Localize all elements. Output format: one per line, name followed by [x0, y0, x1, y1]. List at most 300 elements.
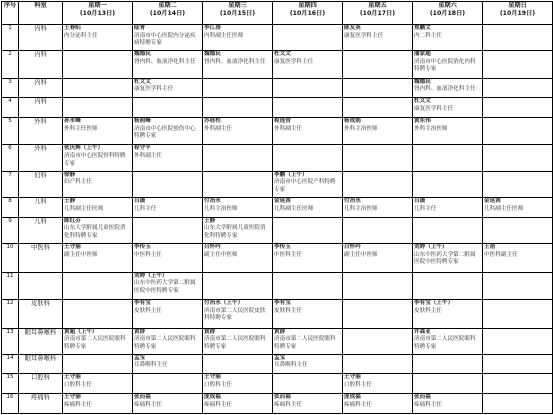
header-seq: 序号 [2, 2, 19, 25]
doctor-title: 口腔科主任 [204, 381, 232, 388]
doctor-name: 张庆辉（上午） [64, 145, 104, 152]
doctor-title: 济南市第二人民医院眼科特聘专家 [274, 336, 336, 350]
department-name: 妇科 [19, 171, 63, 197]
header-day [273, 2, 343, 25]
doctor-name: 徐静 [64, 171, 76, 178]
schedule-cell [203, 394, 273, 414]
doctor-entry [64, 145, 131, 168]
doctor-entry [134, 300, 201, 315]
table-row [2, 145, 553, 171]
doctor-name: 许森亚 [414, 328, 431, 335]
doctor-name: 金延茜 [274, 198, 291, 205]
doctor-entry [64, 374, 131, 389]
schedule-cell [483, 78, 553, 98]
schedule-cell [203, 374, 273, 394]
schedule-cell [343, 217, 413, 243]
doctor-title: 山东大学附属儿童医院消化科特聘专家 [64, 225, 126, 239]
department-name: 皮肤科 [19, 300, 63, 329]
schedule-cell [483, 145, 553, 171]
doctor-name: 杜文文 [134, 78, 151, 85]
schedule-cell [483, 244, 553, 273]
row-number: 11 [2, 272, 19, 299]
doctor-entry [484, 198, 551, 213]
schedule-cell [413, 198, 483, 218]
schedule-cell [63, 394, 133, 414]
table-row [2, 51, 553, 78]
schedule-cell [63, 217, 133, 243]
doctor-name: 孟宝 [274, 354, 286, 361]
doctor-name: 付冶永（上午） [204, 300, 244, 307]
department-name: 疼痛科 [19, 394, 63, 414]
row-number: 7 [2, 171, 19, 197]
doctor-entry [134, 273, 201, 296]
doctor-title: 济南市第二人民医院眼科特聘专家 [64, 336, 126, 350]
doctor-title: 儿科副主任医师 [64, 205, 104, 212]
doctor-entry [414, 329, 481, 352]
schedule-cell [133, 300, 203, 329]
doctor-name: 黄群 [204, 328, 216, 335]
doctor-name: 张而福 [414, 394, 431, 401]
schedule-cell [483, 394, 553, 414]
doctor-title: 外科主治医师 [414, 125, 448, 132]
doctor-title: 山东中医药大学第二附属医院中医特聘专家 [134, 280, 196, 294]
doctor-title: 济南市第二人民医院皮肤科特聘专家 [204, 307, 266, 322]
doctor-name: 焦鹏文 [414, 25, 431, 31]
doctor-title: 皮肤科主任 [274, 307, 302, 314]
day-date: (10月15日) [219, 9, 256, 17]
doctor-name: 王蓓 [484, 244, 496, 251]
doctor-title: 儿科副主任医师 [484, 205, 524, 212]
row-number: 3 [2, 78, 19, 98]
doctor-entry [274, 244, 341, 259]
day-date: (10月18日) [429, 9, 466, 17]
schedule-cell [63, 354, 133, 374]
doctor-title: 康复医学科主任 [414, 105, 454, 112]
schedule-cell [413, 217, 483, 243]
department-name [19, 272, 63, 299]
doctor-entry [274, 394, 341, 409]
day-name: 星期三 [228, 2, 247, 9]
day-date: (10月16日) [289, 9, 326, 17]
doctor-name: 孟宝 [134, 354, 146, 361]
doctor-entry [64, 244, 131, 259]
schedule-cell [63, 171, 133, 197]
doctor-title: 中医科主任 [274, 251, 302, 258]
schedule-cell [273, 98, 343, 118]
schedule-cell [63, 198, 133, 218]
day-name: 星期一 [88, 2, 107, 9]
doctor-title: 山东中医药大学第二附属医院中医特聘专家 [414, 251, 476, 266]
doctor-entry [64, 198, 131, 213]
doctor-title: 济南市第二人民医院眼科特聘专家 [134, 336, 196, 350]
doctor-entry [204, 198, 271, 213]
doctor-name: 付冶永 [344, 198, 361, 205]
header-day [133, 2, 203, 25]
doctor-name: 李江涛 [204, 25, 221, 31]
table-row [2, 272, 553, 299]
doctor-name: 刘婷（上午） [414, 244, 448, 251]
doctor-name: 陈友英 [344, 25, 361, 31]
schedule-cell [63, 117, 133, 144]
doctor-entry [134, 118, 201, 141]
doctor-entry [204, 300, 271, 323]
doctor-entry [274, 118, 341, 133]
doctor-entry [64, 218, 131, 241]
department-name: 内科 [19, 51, 63, 78]
schedule-cell [483, 198, 553, 218]
schedule-cell [63, 328, 133, 354]
header-row [2, 2, 553, 25]
doctor-title: 中医科主任 [134, 251, 162, 258]
doctor-entry [344, 244, 411, 259]
doctor-title: 外科副主任 [134, 152, 162, 159]
schedule-cell [483, 354, 553, 374]
schedule-cell [203, 51, 273, 78]
doctor-title: 疼痛科主任 [274, 401, 302, 408]
header-day [203, 2, 273, 25]
doctor-title: 内分泌科主任 [64, 32, 98, 39]
doctor-title: 外科副主任 [204, 125, 232, 132]
schedule-cell [343, 394, 413, 414]
doctor-name: 吕怀吟 [204, 244, 221, 251]
schedule-cell [133, 198, 203, 218]
doctor-entry [274, 329, 341, 352]
schedule-cell [203, 244, 273, 273]
doctor-title: 副主任中医师 [344, 251, 378, 258]
schedule-cell [483, 51, 553, 78]
doctor-name: 杨成娟 [344, 117, 361, 124]
schedule-cell [63, 374, 133, 394]
day-name: 星期二 [158, 2, 177, 9]
row-number: 4 [2, 98, 19, 118]
doctor-name: 付冶永 [204, 198, 221, 205]
schedule-cell [133, 25, 203, 51]
doctor-entry [414, 394, 481, 409]
doctor-title: 济南市中心医院消化内科特聘专家 [414, 58, 476, 73]
doctor-entry [414, 198, 481, 213]
doctor-entry [134, 394, 201, 409]
doctor-entry [414, 25, 481, 40]
schedule-cell [273, 217, 343, 243]
schedule-cell [343, 328, 413, 354]
row-number: 15 [2, 374, 19, 394]
schedule-cell [343, 272, 413, 299]
doctor-name: 陈红芬 [64, 217, 81, 224]
schedule-cell [483, 171, 553, 197]
day-date: (10月19日) [499, 9, 536, 17]
schedule-cell [133, 117, 203, 144]
doctor-title: 妇产科主任 [64, 179, 92, 186]
doctor-name: 杜文文 [274, 51, 291, 58]
department-name: 内科 [19, 78, 63, 98]
schedule-cell [343, 244, 413, 273]
doctor-entry [204, 374, 271, 389]
schedule-cell [413, 374, 483, 394]
schedule-cell [63, 300, 133, 329]
doctor-entry [134, 25, 201, 48]
department-name: 外科 [19, 117, 63, 144]
doctor-title: 外科主任医师 [64, 125, 98, 132]
schedule-cell [273, 374, 343, 394]
doctor-entry [274, 198, 341, 213]
schedule-cell [413, 300, 483, 329]
doctor-name: 吕怀吟 [344, 244, 361, 251]
doctor-title: 内科副主任医师 [204, 32, 244, 39]
doctor-entry [134, 198, 201, 213]
doctor-title: 皮肤科主任 [414, 307, 442, 314]
doctor-entry [344, 118, 411, 133]
doctor-title: 口腔科主任 [64, 381, 92, 388]
schedule-cell [343, 51, 413, 78]
table-row [2, 25, 553, 51]
doctor-title: 耳鼻喉科主任 [134, 362, 168, 369]
schedule-cell [273, 78, 343, 98]
header-day [413, 2, 483, 25]
doctor-name: 魏德民 [414, 78, 431, 85]
doctor-entry [274, 300, 341, 315]
schedule-cell [483, 374, 553, 394]
doctor-name: 王守丽 [204, 374, 221, 381]
doctor-name: 张而福 [274, 394, 291, 401]
doctor-title: 济南市中心医院内分泌疾病特聘专家 [134, 32, 196, 47]
schedule-cell [63, 98, 133, 118]
doctor-title: 副主任中医师 [64, 251, 98, 258]
schedule-cell [343, 117, 413, 144]
schedule-cell [273, 171, 343, 197]
schedule-cell [203, 272, 273, 299]
doctor-title: 儿科主治医师 [344, 205, 378, 212]
doctor-entry [414, 300, 481, 315]
schedule-cell [133, 51, 203, 78]
schedule-cell [133, 217, 203, 243]
department-name: 内科 [19, 98, 63, 118]
doctor-name: 庞成福 [204, 394, 221, 401]
schedule-cell [63, 244, 133, 273]
doctor-title: 肾内科、血液净化科主任 [204, 58, 266, 65]
schedule-cell [413, 25, 483, 51]
schedule-cell [483, 300, 553, 329]
doctor-title: 副主任中医师 [204, 251, 238, 258]
schedule-cell [133, 272, 203, 299]
schedule-cell [273, 394, 343, 414]
day-date: (10月13日) [79, 9, 116, 17]
schedule-cell [63, 78, 133, 98]
schedule-cell [413, 51, 483, 78]
doctor-name: 王春阳 [64, 25, 81, 31]
doctor-name: 李传玉 [274, 244, 291, 251]
doctor-title: 济南市中心医院骨科特聘专家 [64, 152, 126, 167]
department-name: 中医科 [19, 244, 63, 273]
department-name: 儿科 [19, 217, 63, 243]
doctor-title: 济南市第二人民医院眼科特聘专家 [204, 336, 266, 350]
schedule-cell [63, 25, 133, 51]
doctor-name: 李有宝 [134, 300, 151, 307]
row-number: 1 [2, 25, 19, 51]
schedule-cell [483, 217, 553, 243]
department-name: 内科 [19, 25, 63, 51]
table-row [2, 98, 553, 118]
schedule-cell [413, 272, 483, 299]
doctor-entry [274, 355, 341, 370]
doctor-title: 儿科主任 [414, 205, 437, 212]
schedule-cell [203, 78, 273, 98]
doctor-title: 济南市第二人民医院眼科特聘专家 [414, 336, 476, 350]
schedule-cell [203, 171, 273, 197]
doctor-name: 王守丽 [344, 374, 361, 381]
table-row [2, 300, 553, 329]
row-number: 5 [2, 117, 19, 144]
schedule-cell [413, 244, 483, 273]
schedule-cell [413, 117, 483, 144]
schedule-cell [203, 198, 273, 218]
doctor-entry [134, 329, 201, 352]
doctor-entry [64, 329, 131, 352]
schedule-cell [483, 272, 553, 299]
doctor-title: 外科副主任 [274, 125, 302, 132]
day-date: (10月14日) [149, 9, 186, 17]
schedule-cell [413, 328, 483, 354]
doctor-title: 山东大学附属儿童医院消化科特聘专家 [204, 225, 266, 239]
schedule-cell [273, 25, 343, 51]
doctor-name: 李鹏（上午） [274, 171, 308, 178]
doctor-name: 李传玉 [134, 244, 151, 251]
doctor-name: 李有宝（上午） [414, 300, 454, 307]
doctor-name: 陆青 [134, 25, 146, 31]
schedule-cell [413, 394, 483, 414]
doctor-name: 魏德民 [204, 51, 221, 58]
department-name: 外科 [19, 145, 63, 171]
doctor-entry [204, 218, 271, 241]
doctor-name: 吕潇 [134, 198, 146, 205]
doctor-name: 黄群 [134, 328, 146, 335]
row-number: 16 [2, 394, 19, 414]
schedule-cell [273, 198, 343, 218]
doctor-entry [344, 394, 411, 409]
doctor-name: 王守丽 [64, 394, 81, 401]
doctor-entry [204, 51, 271, 66]
table-row [2, 328, 553, 354]
schedule-cell [343, 354, 413, 374]
doctor-name: 金延茜 [484, 198, 501, 205]
table-row [2, 394, 553, 414]
doctor-entry [64, 118, 131, 133]
row-number: 14 [2, 354, 19, 374]
doctor-title: 耳鼻喉科主任 [274, 362, 308, 369]
header-day [343, 2, 413, 25]
doctor-title: 口腔科主任 [344, 381, 372, 388]
doctor-name: 李有宝 [274, 300, 291, 307]
table-row [2, 78, 553, 98]
schedule-cell [63, 145, 133, 171]
doctor-name: 吕潇 [414, 198, 426, 205]
doctor-title: 济南市中心医院创伤中心特聘专家 [134, 125, 196, 140]
header-day [63, 2, 133, 25]
doctor-entry [204, 329, 271, 352]
department-name: 口腔科 [19, 374, 63, 394]
schedule-cell [343, 171, 413, 197]
schedule-cell [203, 354, 273, 374]
day-name: 星期六 [438, 2, 457, 9]
schedule-cell [483, 117, 553, 144]
doctor-name: 王静 [204, 217, 216, 224]
doctor-entry [414, 79, 481, 94]
schedule-cell [273, 51, 343, 78]
schedule-cell [413, 171, 483, 197]
department-name: 儿科 [19, 198, 63, 218]
table-header [2, 2, 553, 25]
doctor-entry [274, 172, 341, 195]
doctor-title: 儿科主治医师 [204, 205, 238, 212]
doctor-title: 疼痛科主任 [204, 401, 232, 408]
schedule-cell [483, 98, 553, 118]
doctor-title: 儿科主任 [134, 205, 157, 212]
row-number: 13 [2, 328, 19, 354]
table-row [2, 354, 553, 374]
doctor-name: 张而福 [134, 394, 151, 401]
doctor-name: 黄超（上午） [64, 328, 98, 335]
doctor-title: 儿科副主任医师 [274, 205, 314, 212]
doctor-entry [344, 374, 411, 389]
doctor-entry [64, 25, 131, 40]
doctor-name: 孙永峰 [64, 117, 81, 124]
doctor-name: 苏桂柱 [204, 117, 221, 124]
doctor-schedule-table [1, 1, 553, 414]
doctor-name: 王静 [64, 198, 76, 205]
doctor-title: 中医科副主任 [484, 251, 518, 258]
doctor-title: 内二科主任 [414, 32, 442, 39]
schedule-cell [273, 244, 343, 273]
schedule-cell [203, 145, 273, 171]
doctor-entry [204, 394, 271, 409]
schedule-cell [133, 374, 203, 394]
doctor-name: 王守丽 [64, 244, 81, 251]
doctor-title: 肾内科、血液净化科主任 [414, 86, 476, 93]
day-name: 星期五 [368, 2, 387, 9]
day-name: 星期日 [508, 2, 527, 9]
doctor-title: 疼痛科主任 [134, 401, 162, 408]
doctor-name: 王守丽 [64, 374, 81, 381]
doctor-name: 杜文文 [414, 98, 431, 105]
schedule-cell [133, 78, 203, 98]
schedule-cell [343, 78, 413, 98]
schedule-cell [203, 328, 273, 354]
department-name: 眼耳鼻喉科 [19, 328, 63, 354]
schedule-cell [273, 300, 343, 329]
doctor-title: 疼痛科主任 [64, 401, 92, 408]
doctor-entry [134, 51, 201, 66]
row-number: 12 [2, 300, 19, 329]
schedule-cell [273, 117, 343, 144]
doctor-name: 魏德民 [134, 51, 151, 58]
schedule-cell [273, 354, 343, 374]
doctor-entry [134, 145, 201, 160]
table-row [2, 117, 553, 144]
doctor-name: 程连营 [274, 117, 291, 124]
department-name: 眼耳鼻喉科 [19, 354, 63, 374]
schedule-cell [133, 171, 203, 197]
schedule-cell [343, 300, 413, 329]
doctor-name: 程守平 [134, 145, 151, 152]
schedule-cell [413, 145, 483, 171]
schedule-cell [273, 272, 343, 299]
doctor-entry [64, 172, 131, 187]
doctor-title: 济南市中心医院产科特聘专家 [274, 179, 336, 193]
doctor-entry [204, 25, 271, 40]
schedule-cell [343, 98, 413, 118]
doctor-title: 疼痛科主任 [344, 401, 372, 408]
schedule-cell [203, 98, 273, 118]
schedule-cell [63, 272, 133, 299]
